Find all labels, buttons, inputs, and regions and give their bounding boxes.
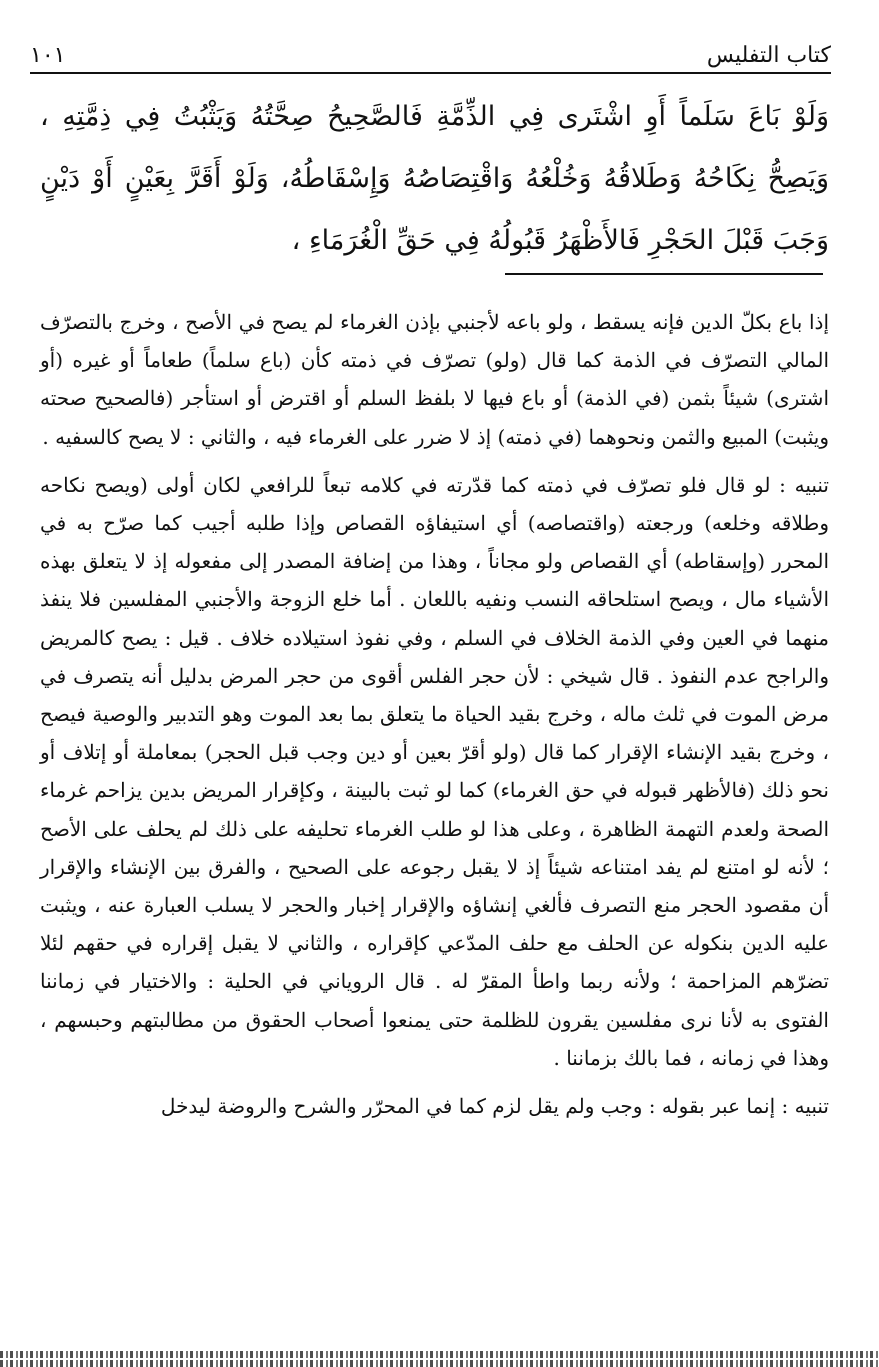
book-title: كتاب التفليس <box>706 43 831 68</box>
page-header <box>30 32 831 74</box>
commentary-paragraph: إذا باع بكلّ الدين فإنه يسقط ، ولو باعه لأجنبي بإذن الغرماء لم يصح في الأصح ، وخرج بالتصرّف المالي التصرّف في الذمة كما قال (ولو) تصرّف في ذمته كأن (باع سلماً) طعاماً أو غيره (أو اشترى) شيئاً بثمن (في الذمة) أو باع فيها لا بلفظ السلم أو اقترض أو استأجر (فالصحيح صحته ويثبت) المبيع والثمن ونحوهما (في ذمته) إذ لا ضرر على الغرماء فيه ، والثاني : لا يصح كالسفيه . <box>40 310 829 449</box>
section-divider <box>505 273 823 275</box>
page-number: ١٠١ <box>30 43 66 68</box>
decorative-border <box>0 1351 879 1367</box>
matn-text: وَلَوْ بَاعَ سَلَماً أَوِ اشْتَرى فِي الذِّمَّةِ فَالصَّحِيحُ صِحَّتُهُ وَيَثْبُتُ فِي ذِمَّتِهِ ، وَيَصِحُّ نِكَاحُهُ وَطَلاقُهُ وَخُلْعُهُ وَاقْتِصَاصُهُ وَإِسْقَاطُهُ، وَلَوْ أَقَرَّ بِعَيْنٍ أَوْ دَيْنٍ وَجَبَ قَبْلَ الحَجْرِ فَالأَظْهَرُ قَبُولُهُ فِي حَقِّ الْغُرَمَاءِ ، <box>40 101 829 256</box>
commentary-paragraph: تنبيه : إنما عبر بقوله : وجب ولم يقل لزم كما في المحرّر والشرح والروضة ليدخل <box>160 1094 829 1119</box>
commentary-paragraph: تنبيه : لو قال فلو تصرّف في ذمته كما قدّرته في كلامه تبعاً للرافعي لكان أولى (ويصح نكاحه وطلاقه وخلعه) ورجعته (واقتصاصه) أي استيفاؤه القصاص وإذا طلبه أجيب كما صرّح به في المحرر (وإسقاطه) أي القصاص ولو مجاناً ، وهذا من إضافة المصدر إلى مفعوله إذ لا يتعلق بهذه الأشياء مال ، ويصح استلحاقه النسب ونفيه باللعان . أما خلع الزوجة والأجنبي المفلسين فلا ينفذ منهما في العين وفي الذمة الخلاف في السلم ، وفي نفوذ استيلاده خلاف . قيل : يصح كالمريض والراجح عدم النفوذ . قال شيخي : لأن حجر الفلس أقوى من حجر المرض بدليل أنه يتصرف في مرض الموت في ثلث ماله ، وخرج بقيد الحياة ما يتعلق بما بعد الموت وهو التدبير والوصية فيصح ، وخرج بقيد الإنشاء الإقرار كما قال (ولو أقرّ بعين أو دين وجب قبل الحجر) بمعاملة أو إتلاف أو نحو ذلك (فالأظهر قبوله في حق الغرماء) كما لو ثبت بالبينة ، وكإقرار المريض بدين يزاحم غرماء الصحة ولعدم التهمة الظاهرة ، وعلى هذا لو طلب الغرماء تحليفه على ذلك لم يحلف على الأصح ؛ لأنه لو امتنع لم يفد امتناعه شيئاً إذ لا يقبل رجوعه على الصحيح ، والفرق بين الإنشاء والإقرار أن مقصود الحجر منع التصرف فألغي إنشاؤه والإقرار إخبار والحجر لا يسلب العبارة عنه ، ويثبت عليه الدين بنكوله عن الحلف مع حلف المدّعي كإقراره ، والثاني لا يقبل إقراره في حقهم لئلا تضرّهم المزاحمة ؛ ولأنه ربما واطأ المقرّ له . قال الروياني في الحلية : والاختيار في زماننا الفتوى به لأنا نرى مفلسين يقرون للظلمة حتى يمنعوا أصحاب الحقوق من مطالبتهم وحبسهم ، وهذا في زمانه ، فما بالك بزماننا . <box>40 472 829 1070</box>
sharh-commentary <box>40 303 829 1125</box>
